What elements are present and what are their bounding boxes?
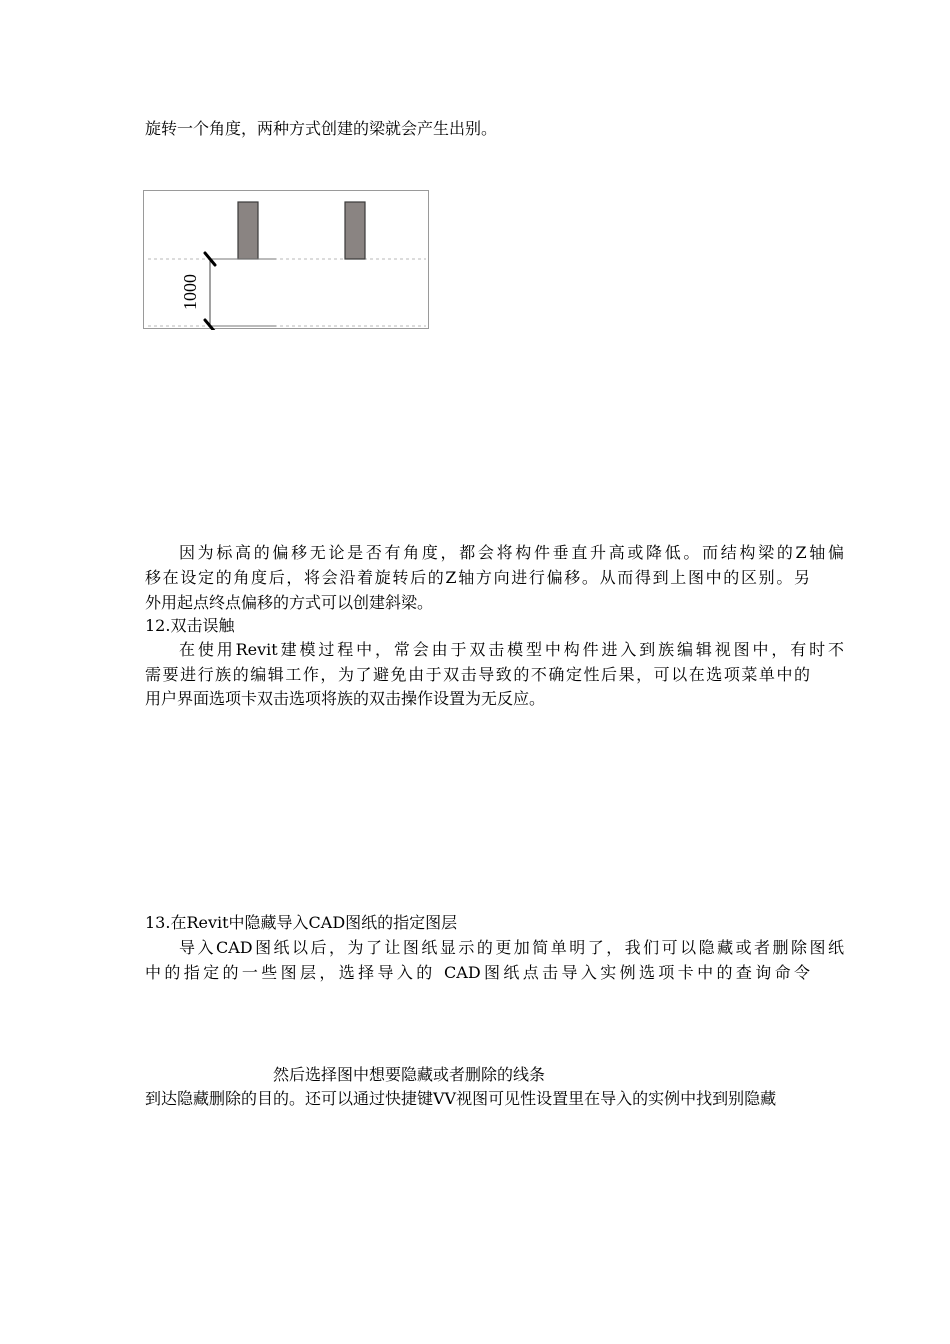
beam-section-right bbox=[345, 202, 365, 259]
section-13-line-1: 导入CAD图纸以后，为了让图纸显示的更加简单明了，我们可以隐藏或者删除图纸 bbox=[179, 938, 844, 957]
section-12-line-2: 需要进行族的编辑工作，为了避免由于双击导致的不确定性后果，可以在选项菜单中的 bbox=[145, 665, 810, 684]
offset-paragraph-line-2: 移在设定的角度后，将会沿着旋转后的Z轴方向进行偏移。从而得到上图中的区别。另 bbox=[145, 568, 810, 587]
section-13-line-3: 然后选择图中想要隐藏或者删除的线条 bbox=[273, 1065, 546, 1084]
section-13-line-2: 中的指定的一些图层，选择导入的 CAD图纸点击导入实例选项卡中的查询命令 bbox=[145, 963, 810, 982]
offset-paragraph-line-3: 外用起点终点偏移的方式可以创建斜梁。 bbox=[145, 593, 434, 612]
beam-section-left bbox=[238, 202, 258, 259]
intro-paragraph: 旋转一个角度，两种方式创建的梁就会产生出别。 bbox=[145, 119, 498, 138]
section-13-heading: 13.在Revit中隐藏导入CAD图纸的指定图层 bbox=[145, 913, 458, 932]
dimension-label: 1000 bbox=[180, 274, 200, 310]
section-13-line-4: 到达隐藏删除的目的。还可以通过快捷键VV视图可见性设置里在导入的实例中找到别隐藏 bbox=[145, 1089, 777, 1108]
section-12-line-1: 在使用Revit建模过程中，常会由于双击模型中构件进入到族编辑视图中，有时不 bbox=[179, 640, 844, 659]
section-12-heading: 12.双击误触 bbox=[145, 616, 235, 635]
offset-paragraph-line-1: 因为标高的偏移无论是否有角度，都会将构件垂直升高或降低。而结构梁的Z轴偏 bbox=[179, 543, 844, 562]
section-12-line-3: 用户界面选项卡双击选项将族的双击操作设置为无反应。 bbox=[145, 689, 546, 708]
beam-offset-figure bbox=[143, 190, 429, 329]
beam-section-drawing bbox=[144, 191, 430, 330]
